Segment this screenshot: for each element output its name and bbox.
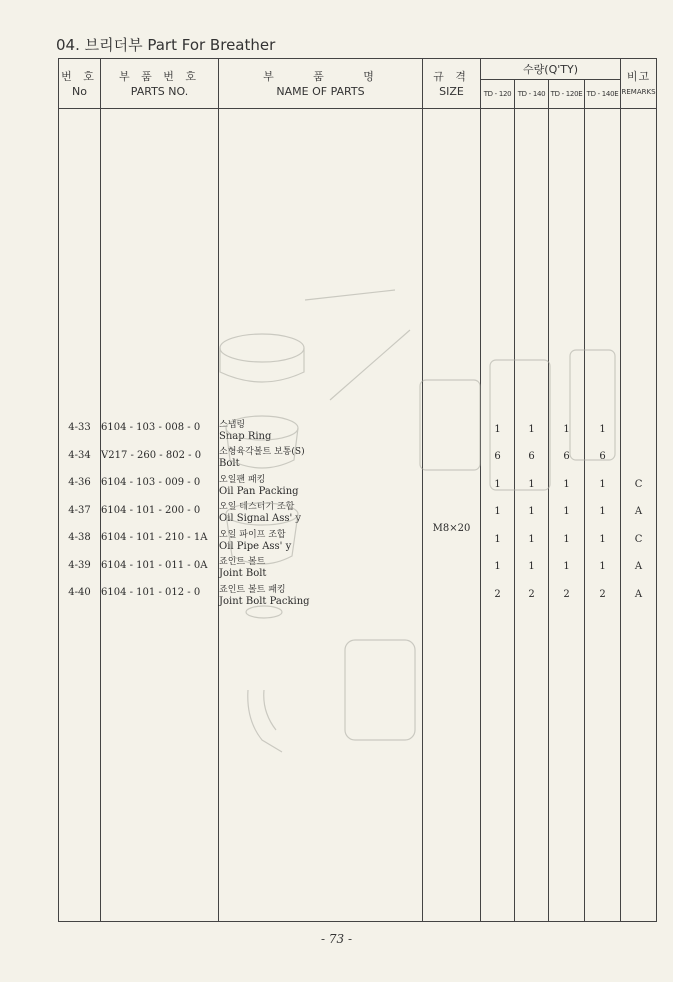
qty-value: 1	[528, 533, 535, 545]
row-parts-no: V217 - 260 - 802 - 0	[101, 449, 202, 461]
qty-value: 1	[599, 533, 606, 545]
qty-value: 1	[599, 478, 606, 490]
qty-value: 1	[563, 506, 570, 518]
qty-value: 6	[563, 451, 570, 463]
row-no: 4-39	[68, 559, 91, 571]
parts-table	[58, 58, 657, 922]
page-number: - 73 -	[320, 932, 352, 946]
column-qty-td120e	[549, 109, 585, 922]
qty-value: 2	[528, 588, 535, 600]
row-name	[219, 419, 422, 447]
name-korean: 소형육각볼트 보통(S)	[219, 447, 305, 458]
qty-value: 2	[563, 588, 570, 600]
name-english: Oil Pipe Ass' y	[219, 540, 292, 552]
row-no: 4-37	[68, 504, 91, 516]
row-no: 4-38	[68, 532, 91, 544]
remarks-value: C	[634, 478, 643, 490]
header-parts-en: PARTS NO.	[130, 84, 189, 98]
column-no	[59, 109, 101, 922]
row-name	[219, 501, 422, 529]
qty-value: 1	[494, 423, 501, 435]
qty-value: 1	[563, 478, 570, 490]
qty-value: 6	[494, 451, 501, 463]
header-name-ko: 부 품 명	[263, 69, 378, 83]
row-parts-no: 6104 - 101 - 011 - 0A	[101, 559, 208, 571]
qty-value: 1	[494, 533, 501, 545]
row-parts-no: 6104 - 101 - 012 - 0	[101, 587, 201, 599]
remarks-value	[621, 450, 656, 478]
header-name-en: NAME OF PARTS	[276, 84, 365, 98]
row-parts-no: 6104 - 103 - 009 - 0	[101, 477, 201, 489]
header-parts-no	[101, 59, 219, 109]
qty-value: 1	[599, 506, 606, 518]
header-no-en: No	[72, 84, 87, 98]
name-korean: 스냅링	[219, 419, 246, 430]
column-size	[423, 109, 481, 922]
name-english: Joint Bolt	[219, 568, 267, 580]
header-size-ko: 규 격	[433, 69, 470, 83]
qty-value: 1	[563, 533, 570, 545]
column-parts-no	[101, 109, 219, 922]
qty-value: 1	[528, 506, 535, 518]
header-model-td120e: TD - 120E	[549, 80, 585, 109]
row-size: M8×20	[432, 523, 471, 534]
qty-value: 1	[599, 561, 606, 573]
qty-value: 2	[599, 588, 606, 600]
qty-value: 1	[563, 561, 570, 573]
header-no	[59, 59, 101, 109]
qty-value: 1	[528, 478, 535, 490]
row-name	[219, 584, 422, 612]
name-english: Oil Pan Packing	[219, 485, 299, 497]
header-size-en: SIZE	[439, 84, 464, 98]
name-english: Bolt	[219, 458, 240, 470]
row-size	[423, 481, 480, 509]
header-remarks-en: REMARKS	[621, 87, 656, 96]
header-model-td140: TD - 140	[515, 80, 549, 109]
header-size	[423, 59, 481, 109]
name-korean: 죠인트 볼트	[219, 557, 266, 568]
row-no: 4-40	[68, 587, 91, 599]
page-title: 04. 브리더부 Part For Breather	[56, 36, 276, 54]
row-no: 4-33	[68, 422, 91, 434]
column-qty-td140	[515, 109, 549, 922]
row-name	[219, 529, 422, 557]
row-name	[219, 474, 422, 502]
qty-value: 2	[494, 588, 501, 600]
name-korean: 오일 테스터기 조합	[219, 502, 295, 513]
name-korean: 오일 파이프 조합	[219, 529, 286, 540]
header-remarks	[621, 59, 657, 109]
column-qty-td120	[481, 109, 515, 922]
row-parts-no: 6104 - 103 - 008 - 0	[101, 422, 201, 434]
name-english: Snap Ring	[219, 430, 272, 442]
header-model-td120: TD - 120	[481, 80, 515, 109]
row-parts-no: 6104 - 101 - 210 - 1A	[101, 532, 208, 544]
remarks-value	[621, 415, 656, 451]
header-model-td140e: TD - 140E	[585, 80, 621, 109]
row-no: 4-36	[68, 477, 91, 489]
column-qty-td140e	[585, 109, 621, 922]
qty-value: 1	[563, 423, 570, 435]
header-name	[219, 59, 423, 109]
qty-value: 1	[494, 478, 501, 490]
name-english: Joint Bolt Packing	[219, 595, 310, 607]
header-qty: 수량(Q'TY)	[481, 59, 621, 80]
row-parts-no: 6104 - 101 - 200 - 0	[101, 504, 201, 516]
header-parts-ko: 부 품 번 호	[119, 69, 200, 83]
qty-value: 1	[528, 561, 535, 573]
qty-value: 6	[599, 451, 606, 463]
row-name	[219, 556, 422, 584]
qty-value: 6	[528, 451, 535, 463]
row-name	[219, 446, 422, 474]
qty-value: 1	[494, 561, 501, 573]
qty-value: 1	[528, 423, 535, 435]
remarks-value: C	[634, 533, 643, 545]
qty-value: 1	[599, 423, 606, 435]
header-remarks-ko: 비고	[626, 69, 651, 83]
header-no-ko: 번 호	[61, 69, 98, 83]
remarks-value: A	[634, 506, 643, 518]
name-english: Oil Signal Ass' y	[219, 513, 302, 525]
row-no: 4-34	[68, 449, 91, 461]
name-korean: 죠인트 볼트 패킹	[219, 584, 286, 595]
remarks-value: A	[634, 588, 643, 600]
column-name	[219, 109, 423, 922]
name-korean: 오일팬 패킹	[219, 474, 266, 485]
column-remarks	[621, 109, 657, 922]
qty-value: 1	[494, 506, 501, 518]
remarks-value: A	[634, 561, 643, 573]
